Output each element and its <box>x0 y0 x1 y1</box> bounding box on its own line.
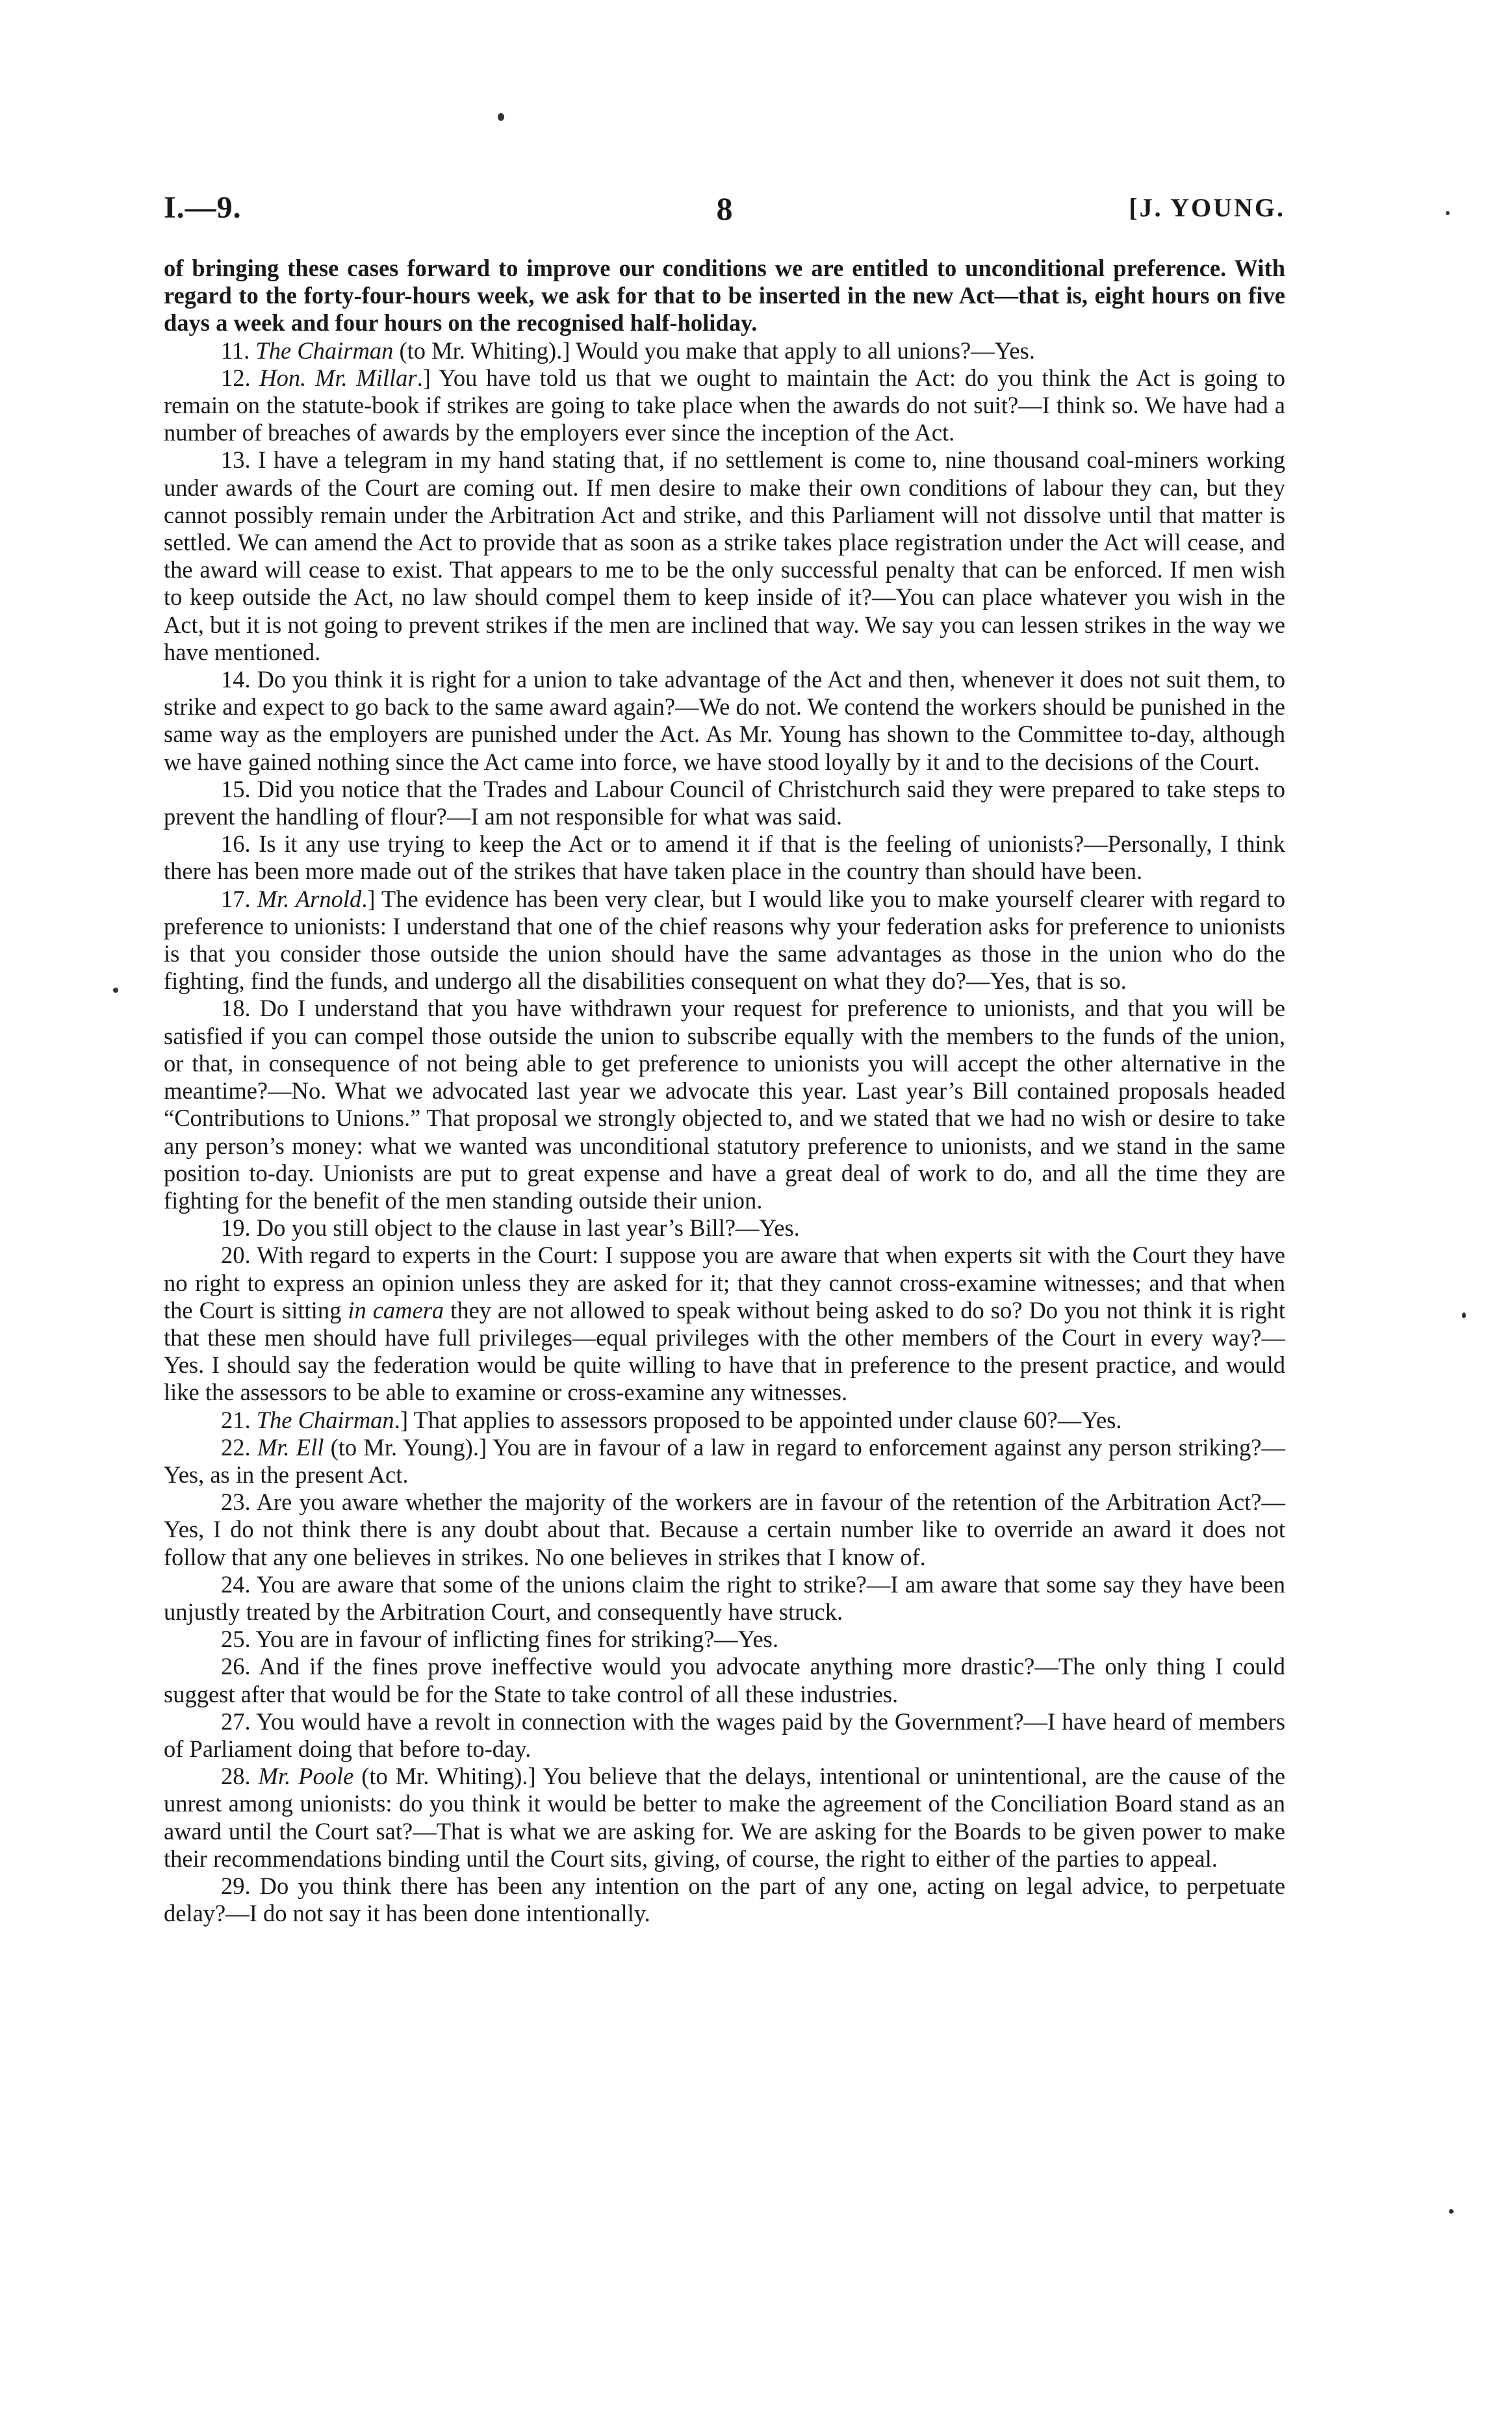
paragraph: 26. And if the fines prove ineffective would you advocate anything more drastic?—The only thing I could suggest after that would be for the State to take control of all these industries. <box>164 1653 1285 1707</box>
paragraph: 28. Mr. Poole (to Mr. Whiting).] You believe that the delays, intentional or unintentional, are the cause of the unrest among unionists: do you think it would be better to make the agreement of the Conciliation Board stand as an award until the Court sat?—That is what we are asking for. We are asking for the Boards to be given power to make their recommendations binding until the Court sits, giving, of course, the right to either of the parties to appeal. <box>164 1763 1285 1872</box>
paragraph: 21. The Chairman.] That applies to assessors proposed to be appointed under clause 60?—Yes. <box>221 1406 1122 1433</box>
witness-name: [J. YOUNG. <box>1129 193 1285 222</box>
document-reference: I.—9. <box>164 190 242 225</box>
scan-speck <box>113 988 118 993</box>
document-body <box>164 255 1285 1927</box>
speaker-name: The Chairman <box>256 1406 394 1433</box>
paragraph: 11. The Chairman (to Mr. Whiting).] Would you make that apply to all unions?—Yes. <box>221 337 1035 364</box>
paragraph: 19. Do you still object to the clause in last year’s Bill?—Yes. <box>221 1214 800 1242</box>
paragraph: 13. I have a telegram in my hand stating that, if no settlement is come to, nine thousand coal-miners working under awards of the Court are coming out. If men desire to make their own conditions of labour they can, but they cannot possibly remain under the Arbitration Act and strike, and this Parliament will not dissolve until that matter is settled. We can amend the Act to provide that as soon as a strike takes place registration under the Act will cease, and the award will cease to exist. That appears to me to be the only successful penalty that can be enforced. If men wish to keep outside the Act, no law should compel them to keep inside of it?—You can place whatever you wish in the Act, but it is not going to prevent strikes if the men are inclined that way. We say you can lessen strikes in the way we have mentioned. <box>164 446 1285 665</box>
paragraph: 24. You are aware that some of the unions claim the right to strike?—I am aware that some say they have been unjustly treated by the Arbitration Court, and consequently have struck. <box>164 1570 1285 1625</box>
page-header <box>164 190 1285 235</box>
speaker-name: The Chairman <box>255 337 394 364</box>
scan-speck <box>1462 1312 1466 1318</box>
paragraph: 15. Did you notice that the Trades and Labour Council of Christchurch said they were prepared to take steps to prevent the handling of flour?—I am not responsible for what was said. <box>164 775 1285 830</box>
paragraph: 20. With regard to experts in the Court: I suppose you are aware that when experts sit with the Court they have no right to express an opinion unless they are asked for it; that they cannot cross-examine witnesses; and that when the Court is sitting in camera they are not allowed to speak without being asked to do so? Do you not think it is right that these men should have full privileges—equal privileges with the other members of the Court in every way?—Yes. I should say the federation would be quite willing to have that in preference to the present practice, and would like the assessors to be able to examine or cross-examine any witnesses. <box>164 1242 1285 1406</box>
page-number: 8 <box>716 190 733 227</box>
paragraph: 27. You would have a revolt in connection with the wages paid by the Government?—I have heard of members of Parliament doing that before to-day. <box>164 1707 1285 1762</box>
speaker-name: Mr. Ell <box>257 1433 324 1461</box>
speaker-name: Mr. Poole <box>258 1763 354 1790</box>
paragraph: 17. Mr. Arnold.] The evidence has been very clear, but I would like you to make yourself clearer with regard to preference to unionists: I understand that one of the chief reasons why your federation asks for preference to unionists is that you consider those outside the union should have the same advantages as those in the union who do the fighting, find the funds, and undergo all the disabilities consequent on what they do?—Yes, that is so. <box>164 885 1286 995</box>
scan-speck <box>1446 211 1450 215</box>
paragraph: 12. Hon. Mr. Millar.] You have told us that we ought to maintain the Act: do you think the Act is going to remain on the statute-book if strikes are going to take place when the awards do not suit?—I think so. We have had a number of breaches of awards by the employers ever since the inception of the Act. <box>164 364 1285 446</box>
paragraph: 14. Do you think it is right for a union to take advantage of the Act and then, whenever it does not suit them, to strike and expect to go back to the same award again?—We do not. We contend the workers should be punished in the same way as the employers are punished under the Act. As Mr. Young has shown to the Committee to-day, although we have gained nothing since the Act came into force, we have stood loyally by it and to the decisions of the Court. <box>164 666 1285 775</box>
paragraph: 22. Mr. Ell (to Mr. Young).] You are in favour of a law in regard to enforcement against any person striking?—Yes, as in the present Act. <box>164 1433 1285 1488</box>
paragraph: 25. You are in favour of inflicting fines for striking?—Yes. <box>221 1626 778 1653</box>
paragraph: of bringing these cases forward to improve our conditions we are entitled to unconditional preference. With regard to the forty-four-hours week, we ask for that to be inserted in the new Act—that is, eight hours on five days a week and four hours on the recognised half-holiday. <box>164 255 1285 337</box>
paragraph: 29. Do you think there has been any intention on the part of any one, acting on legal advice, to perpetuate delay?—I do not say it has been done intentionally. <box>164 1872 1285 1927</box>
paragraph: 23. Are you aware whether the majority of the workers are in favour of the retention of the Arbitration Act?—Yes, I do not think there is any doubt about that. Because a certain number like to override an award it does not follow that any one believes in strikes. No one believes in strikes that I know of. <box>164 1489 1285 1570</box>
paragraph: 18. Do I understand that you have withdrawn your request for preference to unionists, and that you will be satisfied if you can compel those outside the union to subscribe equally with the members to the funds of the union, or that, in consequence of not being able to get preference to unionists you will accept the other alternative in the meantime?—No. What we advocated last year we advocate this year. Last year’s Bill contained proposals headed “Contributions to Unions.” That proposal we strongly objected to, and we stated that we had no wish or desire to take any person’s money: what we wanted was unconditional statutory preference to unionists, and we stand in the same position to-day. Unionists are put to great expense and have a great deal of work to do, and all the time they are fighting for the benefit of the men standing outside their union. <box>164 995 1285 1214</box>
paragraph: 16. Is it any use trying to keep the Act or to amend it if that is the feeling of unionists?—Personally, I think there has been more made out of the strikes that have taken place in the country than should have been. <box>164 830 1285 885</box>
speaker-name: Mr. Arnold <box>257 885 362 912</box>
italic-phrase: in camera <box>348 1296 444 1324</box>
speaker-name: Hon. Mr. Millar <box>259 364 417 391</box>
scan-speck <box>498 113 504 121</box>
scan-speck <box>1449 2209 1454 2214</box>
